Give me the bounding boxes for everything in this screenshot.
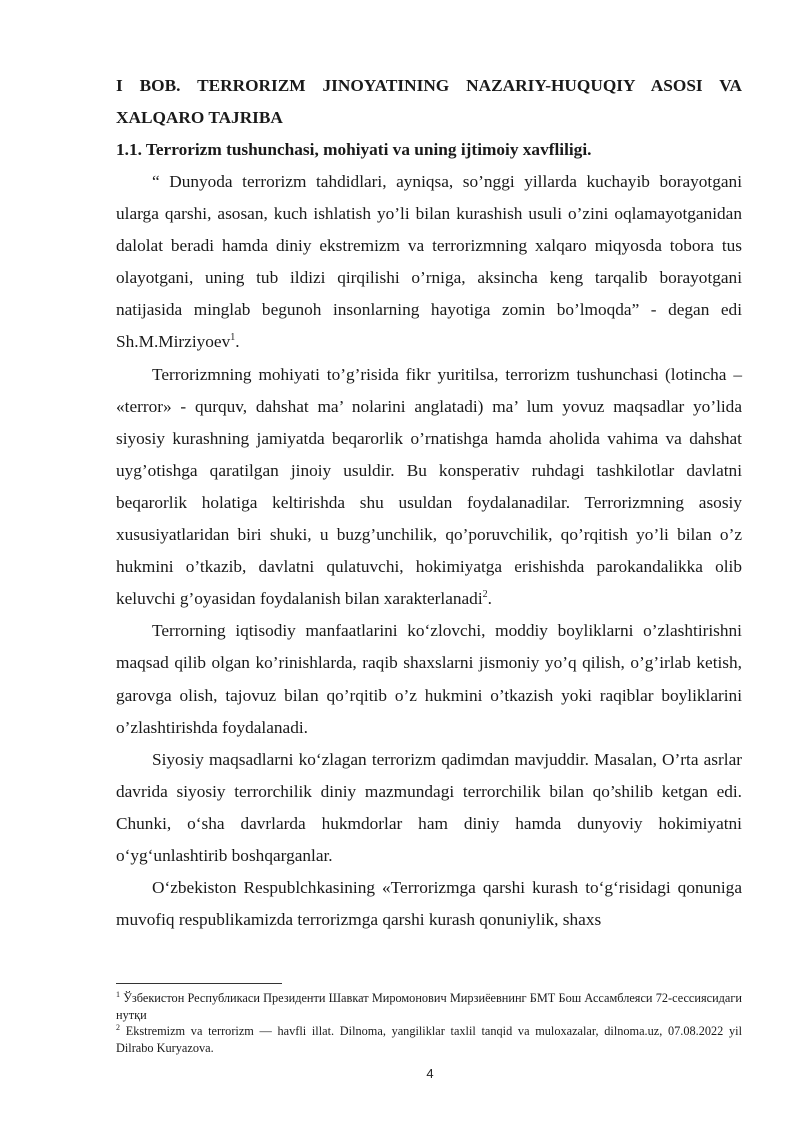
paragraph-tail: .	[235, 332, 240, 352]
paragraph	[116, 744, 742, 872]
footnote-text: Ўзбекистон Республикаси Президенти Шавкат Миромонович Мирзиёевнинг БМТ Бош Ассамблеяси 72-сессиясидаги нутқи	[116, 991, 743, 1022]
footnote-marker: 2	[116, 1022, 120, 1032]
footnote-text: Ekstremizm va terrorizm — havfli illat. Dilnoma, yangiliklar taxlil tanqid va muloxazalar, dilnoma.uz, 07.08.2022 yil Dilrabo Kuryazova.	[116, 1024, 742, 1055]
footnote-marker: 1	[116, 989, 120, 999]
chapter-heading: I BOB. TERRORIZM JINOYATINING NAZARIY-HUQUQIY ASOSI VA XALQARO TAJRIBA	[116, 76, 742, 127]
paragraph	[116, 166, 742, 359]
paragraph	[116, 872, 742, 936]
footnote-reference[interactable]: 1	[230, 332, 236, 344]
paragraph-text: O‘zbekiston Respublchkasining «Terrorizmga qarshi kurash to‘g‘risidagi qonuniga muvofiq respublikamizda terrorizmga qarshi kurash qonuniylik, shaxs	[116, 878, 742, 930]
footnote-item	[116, 1023, 742, 1056]
paragraph-text: Siyosiy maqsadlarni ko‘zlagan terrorizm qadimdan mavjuddir. Masalan, O’rta asrlar davrida siyosiy terrorchilik diniy mazmundagi terrorchilik bilan qo’shilib ketgan edi. Chunki, o‘sha davrlarda hukmdorlar ham diniy hamda dunyoviy hokimiyatni o‘yg‘unlashtirib boshqarganlar.	[116, 749, 742, 865]
footnote-item	[116, 990, 742, 1023]
document-body	[116, 70, 742, 936]
paragraph	[116, 359, 742, 616]
footnote-separator	[116, 983, 282, 984]
paragraph-text: “ Dunyoda terrorizm tahdidlari, ayniqsa, so’nggi yillarda kuchayib borayotgani ularga qarshi, asosan, kuch ishlatish yo’li bilan kurashish usuli o’zini oqlamayotganidan dalolat beradi hamda diniy ekstremizm va terrorizmning xalqaro miqyosda tobora tus olayotgani, uning tub ildizi qirqilishi o’rniga, aksincha keng tarqalib borayotgani natijasida minglab begunoh insonlarning hayotiga zomin bo’lmoqda” - degan edi Sh.M.Mirziyoev	[116, 172, 742, 352]
paragraph-text: Terrorning iqtisodiy manfaatlarini ko‘zlovchi, moddiy boyliklarni o’zlashtirishni maqsad qilib olgan ko’rinishlarda, raqib shaxslarni jismoniy yo’q qilish, o’g’irlab ketish, garovga olish, tajovuz bilan qo’rqitib o’z hukmini o’tkazish yoki raqiblar boyliklarini o’zlashtirishda foydalanadi.	[116, 621, 742, 737]
paragraph-tail: .	[487, 589, 492, 609]
paragraph-text: Terrorizmning mohiyati to’g’risida fikr yuritilsa, terrorizm tushunchasi (lotincha – «terror» - qurquv, dahshat ma’ nolarini anglatadi) ma’ lum yovuz maqsadlar yo’lida siyosiy kurashning jamiyatda beqarorlik o’rnatishga hamda aholida vahima va dahshat uyg’otishga qaratilgan jinoiy usuldir. Bu konsperativ ruhdagi tashkilotlar davlatni beqarorlik holatiga keltirishda shu usuldan foydalanadilar. Terrorizmning asosiy xususiyatlaridan biri shuki, u buzg’unchilik, qo’poruvchilik, qo’rqitish yo’li bilan o’z hukmini o’tkazib, davlatni qulatuvchi, hokimiyatga erishishda parokandalikka olib keluvchi g’oyasidan foydalanish bilan xarakterlanadi	[116, 364, 742, 609]
paragraph	[116, 615, 742, 743]
page-number: 4	[426, 1066, 434, 1081]
footnotes	[116, 990, 742, 1056]
section-heading: 1.1. Terrorizm tushunchasi, mohiyati va uning ijtimoiy xavfliligi.	[116, 140, 592, 159]
footnote-reference[interactable]: 2	[482, 589, 488, 601]
